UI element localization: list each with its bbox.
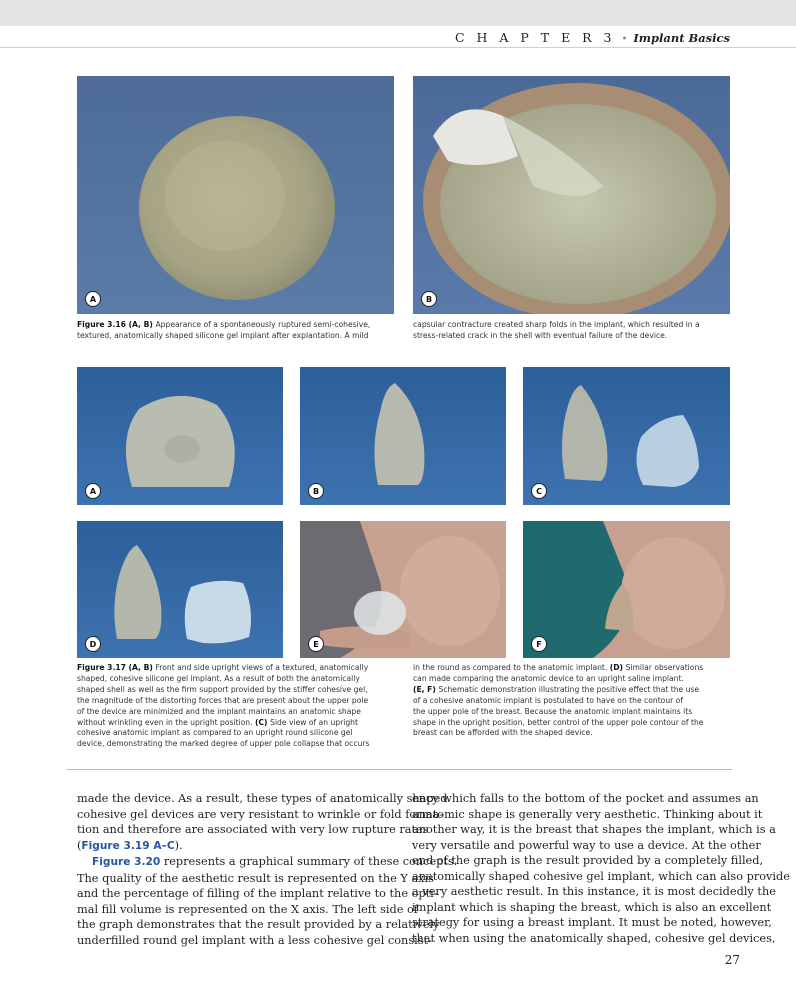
photo-3-17-e [300, 521, 506, 658]
header-rule [0, 47, 796, 48]
page-number: 27 [724, 953, 740, 967]
body-column-right: ency which falls to the bottom of the pocket and assumes an anatomic shape is generally very aesthetic. Thinking about it another way, it is the breast that shapes the implant, which is a very versatile and powerful way to use a device. At the other end of the graph is the result provided by a completely filled, anatomically shaped cohesive gel implant, which can also provide a very aesthetic result. In this instance, it is most decidedly the implant which is shaping the breast, which is also an excellent strategy for using a breast implant. It must be noted, however, that when using the anatomically shaped, cohesive gel devices, [412, 792, 790, 945]
panel-label-c: C [531, 483, 547, 499]
running-header [455, 30, 730, 45]
panel-label-f: F [531, 636, 547, 652]
panel-label-d: D [85, 636, 101, 652]
panel-label-b: B [308, 483, 324, 499]
photo-3-17-a [77, 367, 283, 505]
caption-3-16-right: capsular contracture created sharp folds in the implant, which resulted in a stress-related crack in the shell with eventual failure of the device. [413, 320, 700, 340]
photo-3-17-d [77, 521, 283, 658]
caption-3-17-right: in the round as compared to the anatomic implant. (D) Similar observations can made comparing the anatomic device to an upright saline implant. (E, F) Schematic demonstration illustrating the positive effect that the use of a cohesive anatomic implant is postulated to have on the contour of the upper pole of the breast. Because the anatomic implant maintains its shape in the upright position, better control of the upper pole contour of the breast can be afforded with the shaped device. [413, 663, 704, 738]
photo-3-17-c [523, 367, 730, 505]
figure-label: Figure 3.16 (A, B) [77, 320, 156, 329]
panel-label-b: B [421, 291, 437, 307]
panel-label-e: E [308, 636, 324, 652]
photo-3-17-b [300, 367, 506, 505]
section-divider [66, 769, 732, 770]
photo-3-17-f [523, 521, 730, 658]
photo-3-16-b [413, 76, 730, 314]
photo-3-16-a [77, 76, 394, 314]
panel-label-a: A [85, 291, 101, 307]
chapter-label: C H A P T E R 3 [454, 30, 616, 45]
header-band [0, 0, 796, 26]
figure-reference-3-19[interactable]: Figure 3.19 A–C [81, 839, 175, 852]
figure-reference-3-20[interactable]: Figure 3.20 [92, 856, 161, 868]
caption-3-16-left: Figure 3.16 (A, B) Appearance of a spontaneously ruptured semi-cohesive, textured, anatomically shaped silicone gel implant after explantation. A mild [77, 320, 371, 340]
caption-3-17-left: Figure 3.17 (A, B) Front and side upright views of a textured, anatomically shaped, cohesive silicone gel implant. As a result of both the anatomically shaped shell as well as the firm support provided by the stiffer cohesive gel, the magnitude of the distorting forces that are present about the upper pole of the device are minimized and the implant maintains an anatomic shape without wrinkling even in the upright position. (C) Side view of an upright cohesive anatomic implant as compared to an upright round silicone gel device, demonstrating the marked degree of upper pole collapse that occurs [77, 663, 370, 749]
section-title: Implant Basics [633, 31, 730, 45]
header-separator: • [621, 34, 628, 45]
body-column-left: made the device. As a result, these types of anatomically shaped cohesive gel devices are very resistant to wrinkle or fold forma- tion and therefore are associated with very low rupture rates (Figure 3.19 A–C). Figure 3.20 represents a graphical summary of these concepts. The quality of the aesthetic result is represented on the Y axis and the percentage of filling of the implant relative to the opti- mal fill volume is represented on the X axis. The left side of the graph demonstrates that the result provided by a relatively underfilled round gel implant with a less cohesive gel consist- [77, 792, 458, 947]
panel-label-a: A [85, 483, 101, 499]
